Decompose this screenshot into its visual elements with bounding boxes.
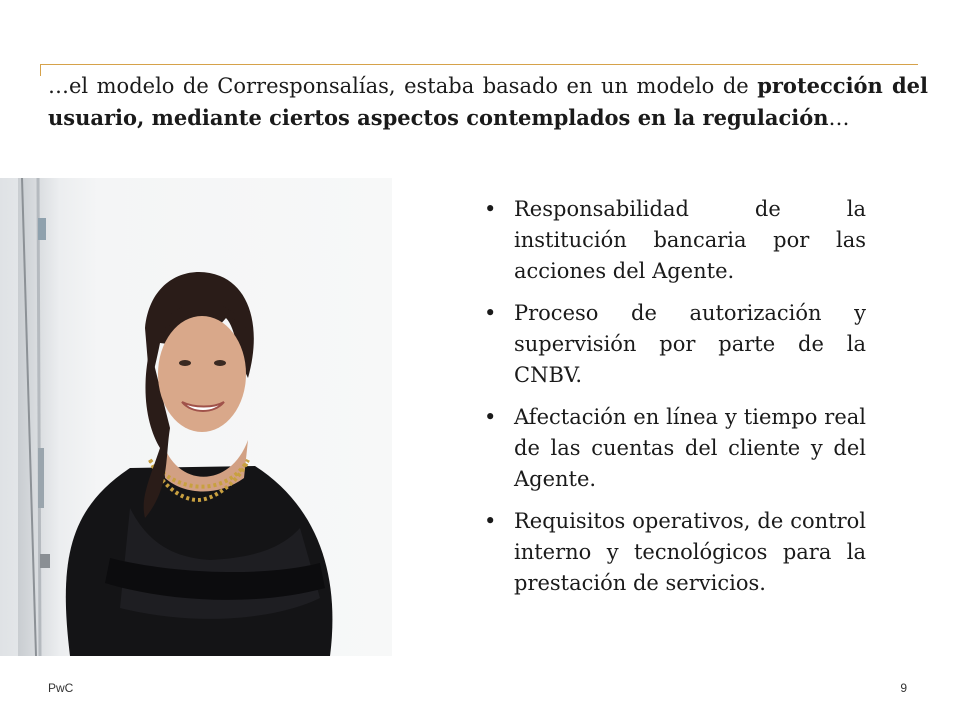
page-number: 9 [900, 681, 907, 695]
bullet-item-afectacion [484, 402, 866, 495]
bullet-item-proceso [484, 298, 866, 391]
bullet-icon: • [484, 301, 497, 325]
footer-brand: PwC [48, 681, 74, 695]
bullet-icon: • [484, 197, 497, 221]
intro-tail: … [828, 106, 850, 130]
bullet-text: Responsabilidad de la institución bancaria por las acciones del Agente. [514, 197, 866, 283]
intro-bold: protección del usuario, mediante ciertos aspectos contemplados en la regulación [48, 73, 928, 130]
bullet-icon: • [484, 509, 497, 533]
header-rule-tick [40, 64, 41, 76]
bullet-text: Requisitos operativos, de control interno y tecnológicos para la prestación de servicios. [514, 509, 866, 595]
bullet-text: Proceso de autorización y supervisión por parte de la CNBV. [514, 301, 866, 387]
woman-photo [0, 178, 392, 656]
bullet-icon: • [484, 405, 497, 429]
intro-paragraph [48, 70, 928, 134]
header-rule [40, 64, 918, 65]
bullet-text: Afectación en línea y tiempo real de las cuentas del cliente y del Agente. [514, 405, 866, 491]
bullet-item-responsabilidad [484, 194, 866, 287]
bullet-list [484, 194, 866, 610]
bullet-item-requisitos [484, 506, 866, 599]
intro-lead: …el modelo de Corresponsalías, estaba basado en un modelo de [48, 74, 758, 98]
